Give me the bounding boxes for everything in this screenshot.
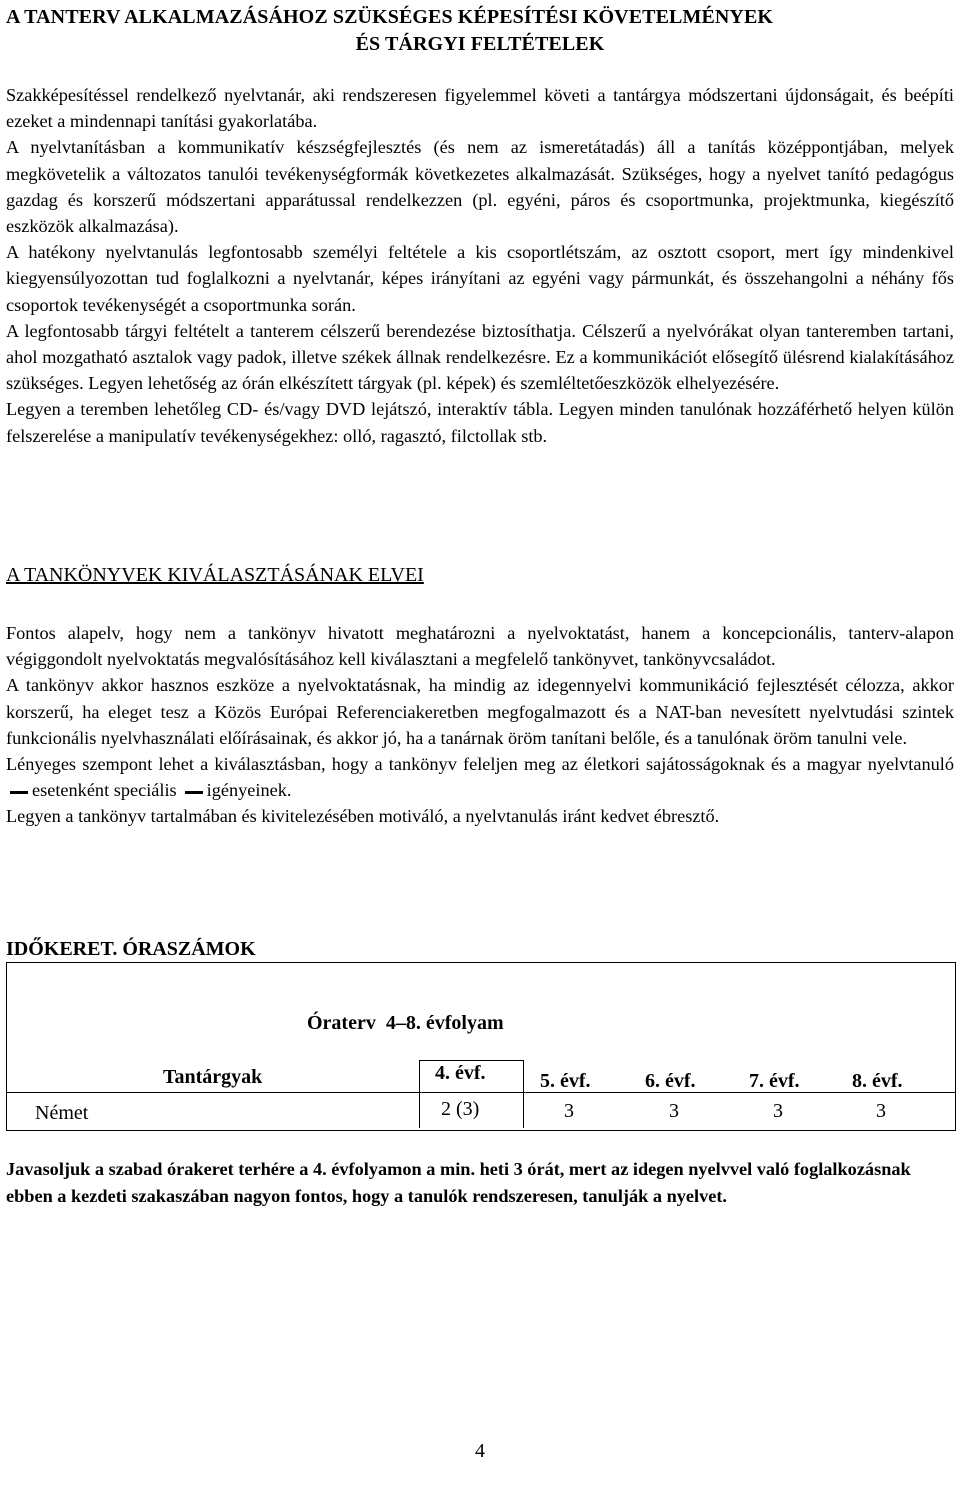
dash [10, 791, 28, 794]
table-header-grade: 8. évf. [852, 1070, 903, 1092]
paragraph-part: igényeinek. [206, 780, 292, 801]
paragraph: A legfontosabb tárgyi feltételt a tanterem célszerű berendezése biztosíthatja. Célszerű a nyelvórákat olyan tanteremben tartani, ahol mozgatható asztalok vagy padok, illetve székek állnak rendelkezésre. Ez a kommunikációt elősegítő ülésrend kialakításához szükséges. Legyen lehetőség az órán elkészített tárgyak (pl. képek) és szemléltetőeszközök elhelyezésére. [6, 320, 954, 394]
table-cell-hours: 3 [669, 1100, 679, 1122]
section-heading-textbooks: A TANKÖNYVEK KIVÁLASZTÁSÁNAK ELVEI [6, 564, 424, 586]
page-number: 4 [475, 1440, 485, 1462]
section-textbooks [6, 620, 954, 830]
table-header-grade: 5. évf. [540, 1070, 591, 1092]
paragraph: Fontos alapelv, hogy nem a tankönyv hivatott meghatározni a nyelvoktatást, hanem a koncepcionális, tanterv-alapon végiggondolt nyelvoktatás megvalósításához kell kiválasztani a megfelelő tankönyvet, tankönyvcsaládot. [6, 623, 954, 670]
table-cell-subject: Német [35, 1102, 89, 1124]
section-requirements [6, 82, 954, 449]
recommendation-note: Javasoljuk a szabad órakeret terhére a 4. évfolyamon a min. heti 3 órát, mert az idegen nyelvvel való foglalkozásnak ebben a kezdeti szakaszában nagyon fontos, hogy a tanulók rendszeresen, tanulják a nyelvet. [6, 1159, 911, 1206]
table-header-grade: 6. évf. [645, 1070, 696, 1092]
table-cell-hours: 2 (3) [441, 1098, 480, 1120]
paragraph-part: esetenként speciális [32, 780, 177, 801]
table-header-subject: Tantárgyak [163, 1066, 263, 1088]
paragraph: Legyen a tankönyv tartalmában és kivitelezésében motiváló, a nyelvtanulás iránt kedvet ébresztő. [6, 806, 720, 827]
paragraph [6, 751, 954, 803]
paragraph: A nyelvtanításban a kommunikatív készségfejlesztés (és nem az ismeretátadás) áll a tanítás középpontjában, melyek megkövetelik a változatos tanulói tevékenységformák következetes alkalmazását. Szükséges, hogy a nyelvet tanító pedagógus gazdag és korszerű módszertani apparátussal rendelkezzen (pl. egyéni, páros és csoportmunka, projektmunka, kiegészítő eszközök alkalmazása). [6, 137, 954, 237]
table-cell-hours: 3 [564, 1100, 574, 1122]
paragraph: Legyen a teremben lehetőleg CD- és/vagy DVD lejátszó, interaktív tábla. Legyen minden tanulónak hozzáférhető helyen külön felszerelése a manipulatív tevékenységekhez: olló, ragasztó, filctollak stb. [6, 399, 954, 446]
table-cell-hours: 3 [876, 1100, 886, 1122]
paragraph: Szakképesítéssel rendelkező nyelvtanár, aki rendszeresen figyelemmel követi a tantárgya módszertani újdonságait, és beépíti ezeket a mindennapi tanítási gyakorlatába. [6, 85, 954, 132]
table-header-grade: 4. évf. [435, 1062, 486, 1084]
dash [185, 791, 203, 794]
paragraph: A hatékony nyelvtanulás legfontosabb személyi feltétele a kis csoportlétszám, az osztott csoport, mert így mindenkivel kiegyensúlyozottan tud foglalkozni a nyelvtanár, képes irányítani az egyéni vagy pármunkát, és összehangolni a néhány fős csoportok tevékenységét a csoportmunka során. [6, 242, 954, 315]
page-title-line2: ÉS TÁRGYI FELTÉTELEK [355, 33, 605, 55]
paragraph: A tankönyv akkor hasznos eszköze a nyelvoktatásnak, ha mindig az idegennyelvi kommunikáció fejlesztését célozza, akkor korszerű, ha eleget tesz a Közös Európai Referenciakeretben megfogalmazott és a NAT-ban nevesített nyelvtudási szintek funkcionális nyelvhasználati előírásainak, és akkor jó, ha a tanárnak öröm tanítani belőle, és a tanulónak öröm tanulni vele. [6, 675, 954, 748]
hours-table [6, 962, 956, 1131]
table-header-grade: 7. évf. [749, 1070, 800, 1092]
table-caption: Óraterv 4–8. évfolyam [307, 1012, 504, 1034]
page-title-line1: A TANTERV ALKALMAZÁSÁHOZ SZÜKSÉGES KÉPESÍTÉSI KÖVETELMÉNYEK [6, 6, 774, 28]
paragraph-part: Lényeges szempont lehet a kiválasztásban, hogy a tankönyv feleljen meg az életkori sajátosságoknak és a magyar nyelvtanuló [6, 754, 954, 775]
section-heading-hours: IDŐKERET. ÓRASZÁMOK [6, 938, 256, 960]
table-cell-hours: 3 [773, 1100, 783, 1122]
